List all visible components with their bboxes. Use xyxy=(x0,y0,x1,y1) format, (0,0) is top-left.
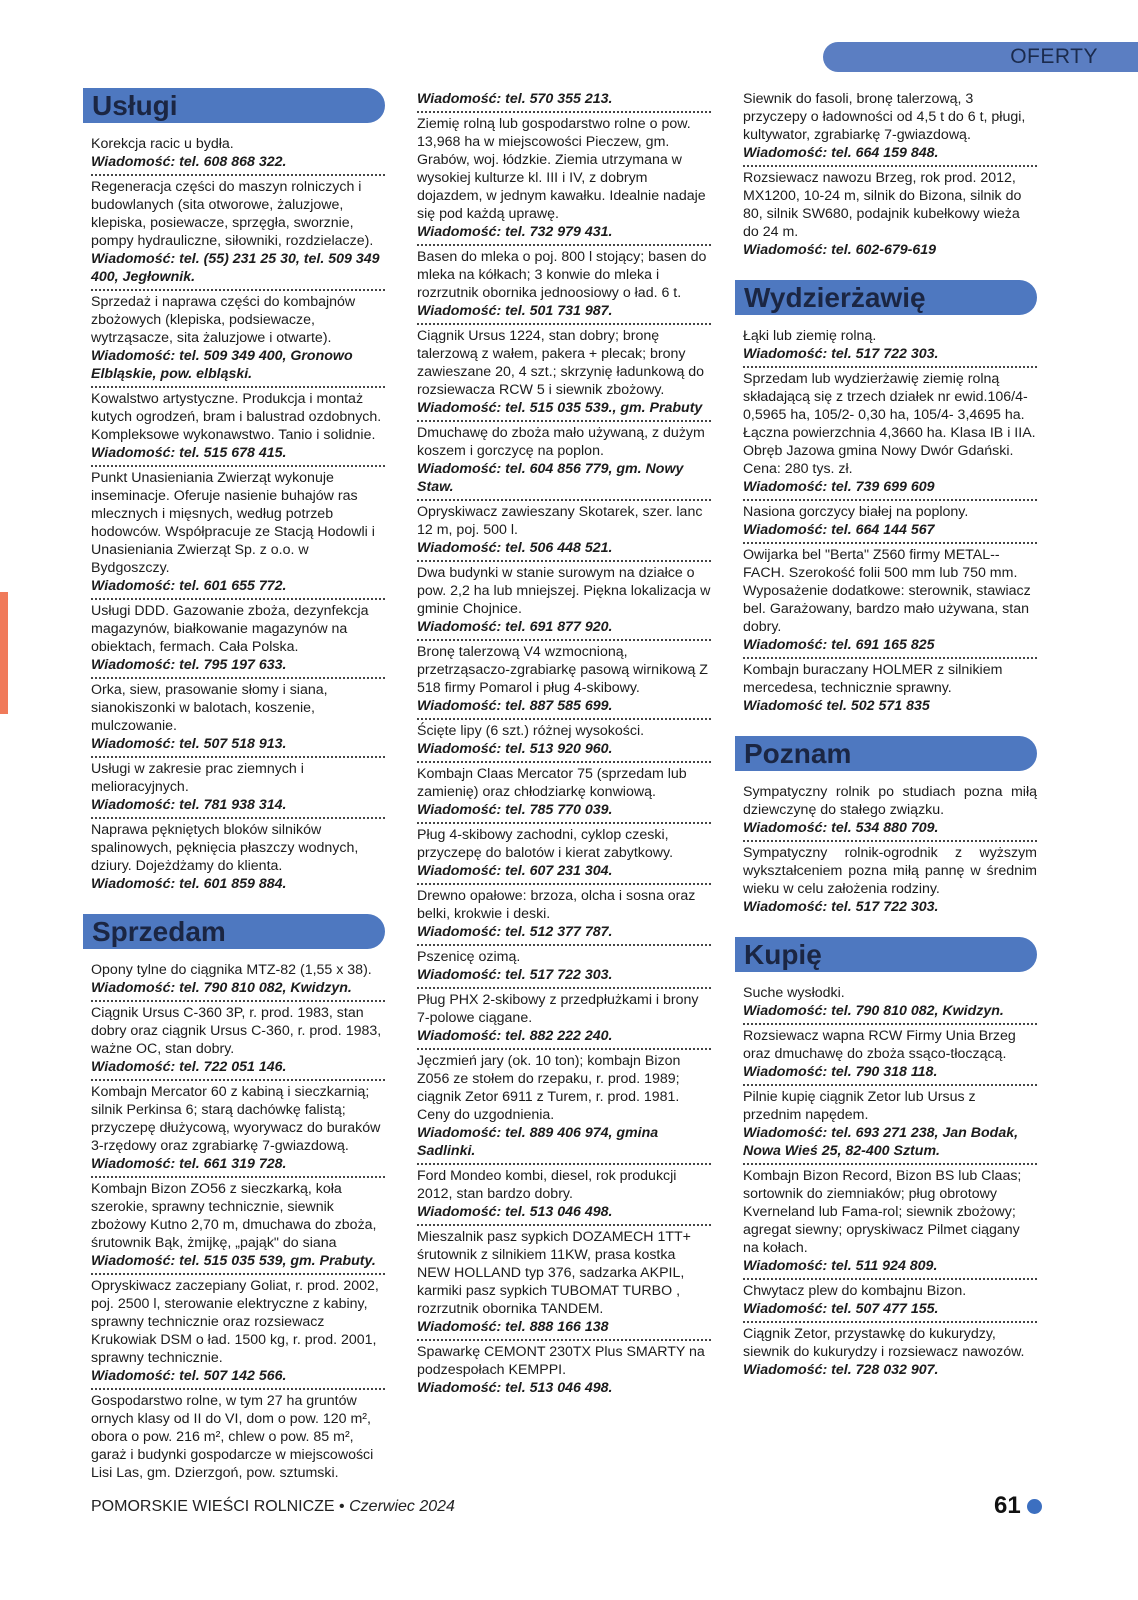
ad-item xyxy=(743,167,1037,262)
ad-text: Ścięte lipy (6 szt.) różnej wysokości. xyxy=(417,723,645,739)
sprzedam-continued-list-2 xyxy=(743,88,1037,262)
ad-contact: Wiadomość tel. 502 571 835 xyxy=(743,698,930,714)
ad-contact: Wiadomość: tel. 601 859 884. xyxy=(91,876,287,892)
ad-item xyxy=(743,1165,1037,1280)
ad-text: Chwytacz plew do kombajnu Bizon. xyxy=(743,1283,967,1299)
ad-contact: Wiadomość: tel. 608 868 322. xyxy=(91,154,287,170)
ad-item xyxy=(417,1165,711,1226)
poznam-list xyxy=(743,781,1037,919)
ad-contact: Wiadomość: tel. (55) 231 25 30, tel. 509 349 400, Jegłownik. xyxy=(91,251,380,285)
ad-text: Kombajn Claas Mercator 75 (sprzedam lub zamienię) oraz chłodziarkę konwiową. xyxy=(417,766,687,800)
ad-text: Sprzedam lub wydzierżawię ziemię rolną składającą się z trzech działek nr ewid.106/4-0,5965 ha, 105/2- 0,30 ha, 105/4- 3,4695 ha. Łączna powierzchnia 4,3660 ha. Klasa IB i IIA. Obręb Jazowa gmina Nowy Dwór Gdański. Cena: 280 tys. zł. xyxy=(743,371,1036,477)
ad-text: Ford Mondeo kombi, diesel, rok produkcji 2012, stan bardzo dobry. xyxy=(417,1168,677,1202)
ad-text: Gospodarstwo rolne, w tym 27 ha gruntów ornych klasy od II do VI, dom o pow. 120 m², obora o pow. 216 m², chlew o pow. 85 m², garaż i budynki gospodarcze w miejscowości Lisi Las, gm. Dzierzgoń, pow. sztumski. xyxy=(91,1393,374,1481)
heading-poznam: Poznam xyxy=(735,736,1037,771)
ad-item xyxy=(417,885,711,946)
sprzedam-list xyxy=(91,959,385,1485)
ad-item xyxy=(417,246,711,325)
ad-contact: Wiadomość: tel. 513 046 498. xyxy=(417,1204,613,1220)
issue-date: Czerwiec 2024 xyxy=(349,1498,455,1515)
ad-item xyxy=(743,1323,1037,1382)
column-3 xyxy=(743,88,1037,1382)
heading-wydzierzawie: Wydzierżawię xyxy=(735,280,1037,315)
page-dot-marker xyxy=(1027,1499,1042,1514)
ad-item xyxy=(91,1178,385,1275)
ad-item xyxy=(91,133,385,176)
ad-item xyxy=(91,467,385,600)
ad-contact: Wiadomość: tel. 691 877 920. xyxy=(417,619,613,635)
ad-text: Opony tylne do ciągnika MTZ-82 (1,55 x 38). xyxy=(91,962,372,978)
ad-text: Usługi w zakresie prac ziemnych i melioracyjnych. xyxy=(91,761,304,795)
ad-contact: Wiadomość: tel. 517 722 303. xyxy=(743,899,939,915)
ad-item xyxy=(417,1226,711,1341)
ad-item xyxy=(91,1002,385,1081)
ad-contact: Wiadomość: tel. 534 880 709. xyxy=(743,820,939,836)
ad-item xyxy=(743,544,1037,659)
ad-text: Kombajn buraczany HOLMER z silnikiem mercedesa, technicznie sprawny. xyxy=(743,662,1003,696)
ad-item xyxy=(417,763,711,824)
sprzedam-continued-list xyxy=(417,88,711,1400)
heading-kupie: Kupię xyxy=(735,937,1037,972)
heading-sprzedam: Sprzedam xyxy=(83,914,385,949)
ad-item xyxy=(91,600,385,679)
ad-item xyxy=(743,325,1037,368)
ad-contact: Wiadomość: tel. 882 222 240. xyxy=(417,1028,613,1044)
ad-contact: Wiadomość: tel. 664 159 848. xyxy=(743,145,939,161)
page-number: 61 xyxy=(994,1492,1021,1519)
ad-text: Sympatyczny rolnik po studiach pozna miłą dziewczynę do stałego związku. xyxy=(743,784,1037,818)
ad-contact: Wiadomość: tel. 781 938 314. xyxy=(91,797,287,813)
ad-item xyxy=(91,291,385,388)
ad-item xyxy=(91,388,385,467)
ad-contact: Wiadomość: tel. 501 731 987. xyxy=(417,303,613,319)
ad-text: Naprawa pękniętych bloków silników spalinowych, pęknięcia płaszczy wodnych, dziury. Dojeżdżamy do klienta. xyxy=(91,822,359,874)
ad-contact: Wiadomość: tel. 517 722 303. xyxy=(417,967,613,983)
ad-text: Ciągnik Ursus C-360 3P, r. prod. 1983, stan dobry oraz ciągnik Ursus C-360, r. prod. 1983, ważne OC, stan dobry. xyxy=(91,1005,382,1057)
ad-text: Owijarka bel "Berta" Z560 firmy METAL--FACH. Szerokość folii 500 mm lub 750 mm. Wyposażenie dodatkowe: sterownik, stawiacz bel. Garażowany, bardzo mało używana, stan dobry. xyxy=(743,547,1031,635)
column-1 xyxy=(91,88,385,1485)
ad-contact: Wiadomość: tel. 602-679-619 xyxy=(743,242,937,258)
ad-contact: Wiadomość: tel. 722 051 146. xyxy=(91,1059,287,1075)
ad-item xyxy=(417,1050,711,1165)
ad-text: Pszenicę ozimą. xyxy=(417,949,521,965)
side-edge-marker xyxy=(0,592,8,714)
ad-contact: Wiadomość: tel. 795 197 633. xyxy=(91,657,287,673)
ad-text: Ciągnik Zetor, przystawkę do kukurydzy, siewnik do kukurydzy i rozsiewacz nawozów. xyxy=(743,1326,1025,1360)
ad-text: Spawarkę CEMONT 230TX Plus SMARTY na podzespołach KEMPPI. xyxy=(417,1344,705,1378)
ad-item xyxy=(743,982,1037,1025)
ad-contact: Wiadomość: tel. 691 165 825 xyxy=(743,637,935,653)
ad-item xyxy=(743,1280,1037,1323)
ad-contact: Wiadomość: tel. 512 377 787. xyxy=(417,924,613,940)
ad-text: Ciągnik Ursus 1224, stan dobry; bronę talerzową z wałem, pakera + plecak; brony zawieszane 20, 4 szt.; skrzynię ładunkową do rozsiewacza RCW 5 i siewnik zbożowy. xyxy=(417,328,705,398)
ad-contact: Wiadomość: tel. 517 722 303. xyxy=(743,346,939,362)
ad-contact: Wiadomość: tel. 511 924 809. xyxy=(743,1258,938,1274)
ad-item xyxy=(91,959,385,1002)
ad-item xyxy=(91,758,385,819)
ad-item xyxy=(743,781,1037,842)
ad-contact: Wiadomość: tel. 570 355 213. xyxy=(417,91,613,107)
ad-text: Punkt Unasieniania Zwierząt wykonuje inseminacje. Oferuje nasienie buhajów ras mlecznych i mięsnych, według potrzeb hodowców. Współpracuje ze Stacją Hodowli i Unasieniania Zwierząt Sp. z o.o. w Bydgoszczy. xyxy=(91,470,375,576)
ad-item xyxy=(743,1025,1037,1086)
ad-text: Rozsiewacz wapna RCW Firmy Unia Brzeg oraz dmuchawę do zboża ssąco-tłoczącą. xyxy=(743,1028,1016,1062)
ad-text: Siewnik do fasoli, bronę talerzową, 3 przyczepy o ładowności od 4,5 t do 6 t, pługi, kultywator, zgrabiarkę 7-gwiazdową. xyxy=(743,91,1026,143)
ad-text: Sympatyczny rolnik-ogrodnik z wyższym wykształceniem pozna miłą pannę w średnim wieku w celu założenia rodziny. xyxy=(743,845,1037,897)
ad-text: Kowalstwo artystyczne. Produkcja i montaż kutych ogrodzeń, bram i balustrad ozdobnych. Kompleksowe wykonawstwo. Tanio i solidnie. xyxy=(91,391,382,443)
ad-contact: Wiadomość: tel. 664 144 567 xyxy=(743,522,935,538)
ad-text: Opryskiwacz zawieszany Skotarek, szer. lanc 12 m, poj. 500 l. xyxy=(417,504,703,538)
ad-item xyxy=(417,562,711,641)
ad-contact: Wiadomość: tel. 889 406 974, gmina Sadlinki. xyxy=(417,1125,659,1159)
ad-contact: Wiadomość: tel. 728 032 907. xyxy=(743,1362,939,1378)
ad-text: Dmuchawę do zboża mało używaną, z dużym koszem i gorczycę na poplon. xyxy=(417,425,705,459)
heading-uslugi: Usługi xyxy=(83,88,385,123)
ad-text: Korekcja racic u bydła. xyxy=(91,136,234,152)
ad-text: Orka, siew, prasowanie słomy i siana, sianokiszonki w balotach, koszenie, mulczowanie. xyxy=(91,682,328,734)
ad-contact: Wiadomość: tel. 515 678 415. xyxy=(91,445,287,461)
ad-item xyxy=(91,1390,385,1485)
ad-item xyxy=(417,422,711,501)
ad-item xyxy=(417,824,711,885)
ad-contact: Wiadomość: tel. 509 349 400, Gronowo Elbląskie, pow. elbląski. xyxy=(91,348,353,382)
ad-contact: Wiadomość: tel. 661 319 728. xyxy=(91,1156,287,1172)
ad-contact: Wiadomość: tel. 785 770 039. xyxy=(417,802,613,818)
ad-text: Pług 4-skibowy zachodni, cyklop czeski, przyczepę do balotów i kierat zabytkowy. xyxy=(417,827,674,861)
ad-item xyxy=(91,679,385,758)
ad-contact: Wiadomość: tel. 513 046 498. xyxy=(417,1380,613,1396)
ad-item xyxy=(91,1275,385,1390)
ad-text: Kombajn Bizon ZO56 z sieczkarką, koła szerokie, sprawny technicznie, siewnik zbożowy Kutno 2,70 m, dmuchawa do zboża, śrutownik Bąk, żmijkę, „pająk" do siana xyxy=(91,1181,377,1251)
ad-text: Rozsiewacz nawozu Brzeg, rok prod. 2012, MX1200, 10-24 m, silnik do Bizona, silnik do 80, silnik SW680, podajnik kubełkowy wieża do 24 m. xyxy=(743,170,1022,240)
ad-text: Pług PHX 2-skibowy z przedpłużkami i brony 7-polowe ciągane. xyxy=(417,992,699,1026)
ad-item xyxy=(743,842,1037,919)
ad-item xyxy=(417,501,711,562)
ad-contact: Wiadomość: tel. 693 271 238, Jan Bodak, Nowa Wieś 25, 82-400 Sztum. xyxy=(743,1125,1019,1159)
wydzierzawie-list xyxy=(743,325,1037,718)
ad-text: Regeneracja części do maszyn rolniczych i budowlanych (sita otworowe, żaluzjowe, klepiska, posiewacze, sprzęgła, sworznie, pompy hydrauliczne, siłowniki, rozdzielacze). xyxy=(91,179,374,249)
ad-text: Kombajn Bizon Record, Bizon BS lub Claas; sortownik do ziemniaków; pług obrotowy Kverneland lub Fama-rol; siewnik zbożowy; agregat siewny; opryskiwacz Pilmet ciągany na kołach. xyxy=(743,1168,1022,1256)
ad-text: Łąki lub ziemię rolną. xyxy=(743,328,877,344)
ad-contact: Wiadomość: tel. 790 810 082, Kwidzyn. xyxy=(743,1003,1004,1019)
ad-contact: Wiadomość: tel. 732 979 431. xyxy=(417,224,613,240)
ad-contact: Wiadomość: tel. 887 585 699. xyxy=(417,698,613,714)
ad-item xyxy=(743,501,1037,544)
ad-contact: Wiadomość: tel. 739 699 609 xyxy=(743,479,935,495)
ad-text: Suche wysłodki. xyxy=(743,985,845,1001)
ad-contact: Wiadomość: tel. 506 448 521. xyxy=(417,540,613,556)
ad-text: Dwa budynki w stanie surowym na działce o pow. 2,2 ha lub mniejszej. Piękna lokalizacja w gminie Chojnice. xyxy=(417,565,711,617)
ad-text: Bronę talerzową V4 wzmocnioną, przetrząsaczo-zgrabiarkę pasową wirnikową Z 518 firmy Pomarol i pług 4-skibowy. xyxy=(417,644,708,696)
ad-contact: Wiadomość: tel. 790 318 118. xyxy=(743,1064,938,1080)
ad-text: Pilnie kupię ciągnik Zetor lub Ursus z przednim napędem. xyxy=(743,1089,976,1123)
ad-item xyxy=(417,946,711,989)
ad-item xyxy=(743,659,1037,718)
kupie-list xyxy=(743,982,1037,1382)
ad-item xyxy=(91,176,385,291)
ad-item xyxy=(417,720,711,763)
ad-text: Drewno opałowe: brzoza, olcha i sosna oraz belki, krokwie i deski. xyxy=(417,888,696,922)
section-tab: OFERTY xyxy=(823,42,1138,72)
ad-item xyxy=(91,819,385,896)
ad-contact: Wiadomość: tel. 513 920 960. xyxy=(417,741,613,757)
ad-item xyxy=(417,641,711,720)
ad-text: Basen do mleka o poj. 800 l stojący; basen do mleka na kółkach; 3 konwie do mleka i rozrzutnik obornika jednoosiowy o ład. 6 t. xyxy=(417,249,707,301)
ad-item xyxy=(417,989,711,1050)
ad-contact: Wiadomość: tel. 601 655 772. xyxy=(91,578,287,594)
footer-publication xyxy=(91,1498,455,1516)
ad-contact: Wiadomość: tel. 507 477 155. xyxy=(743,1301,939,1317)
ad-contact: Wiadomość: tel. 790 810 082, Kwidzyn. xyxy=(91,980,352,996)
ad-item xyxy=(743,1086,1037,1165)
footer-bullet: • xyxy=(339,1498,345,1515)
ad-text: Usługi DDD. Gazowanie zboża, dezynfekcja magazynów, białkowanie magazynów na obiektach, fermach. Cała Polska. xyxy=(91,603,369,655)
uslugi-list xyxy=(91,133,385,896)
ad-contact: Wiadomość: tel. 507 518 913. xyxy=(91,736,287,752)
ad-item xyxy=(417,113,711,246)
ad-contact: Wiadomość: tel. 515 035 539, gm. Prabuty. xyxy=(91,1253,376,1269)
ad-text: Sprzedaż i naprawa części do kombajnów zbożowych (klepiska, podsiewacze, wytrząsacze, sita żaluzjowe i otwarte). xyxy=(91,294,356,346)
ad-item xyxy=(743,368,1037,501)
ad-contact: Wiadomość: tel. 604 856 779, gm. Nowy Staw. xyxy=(417,461,684,495)
ad-text: Nasiona gorczycy białej na poplony. xyxy=(743,504,969,520)
ad-item xyxy=(417,88,711,113)
ad-item xyxy=(743,88,1037,167)
ad-contact: Wiadomość: tel. 607 231 304. xyxy=(417,863,613,879)
ad-contact: Wiadomość: tel. 888 166 138 xyxy=(417,1319,609,1335)
column-2 xyxy=(417,88,711,1400)
ad-item xyxy=(417,1341,711,1400)
ad-text: Opryskiwacz zaczepiany Goliat, r. prod. 2002, poj. 2500 l, sterowanie elektryczne z kabiny, sprawny technicznie oraz rozsiewacz Krukowiak DSM o ład. 1500 kg, r. prod. 2001, sprawny technicznie. xyxy=(91,1278,379,1366)
publication-name: POMORSKIE WIEŚCI ROLNICZE xyxy=(91,1498,335,1515)
ad-text: Ziemię rolną lub gospodarstwo rolne o pow. 13,968 ha w miejscowości Pieczew, gm. Grabów, woj. łódzkie. Ziemia utrzymana w wysokiej kulturze kl. III i IV, z dobrym dojazdem, w jednym kawałku. Idealnie nadaje się pod każdą uprawę. xyxy=(417,116,706,222)
ad-contact: Wiadomość: tel. 507 142 566. xyxy=(91,1368,287,1384)
ad-item xyxy=(91,1081,385,1178)
ad-item xyxy=(417,325,711,422)
ad-text: Jęczmień jary (ok. 10 ton); kombajn Bizon Z056 ze stołem do rzepaku, r. prod. 1989; ciągnik Zetor 6911 z Turem, r. prod. 1981. Ceny do uzgodnienia. xyxy=(417,1053,681,1123)
ad-text: Kombajn Mercator 60 z kabiną i sieczkarnią; silnik Perkinsa 6; starą dachówkę falistą; przyczepę dłużycową, wyorywacz do buraków 3-rzędowy oraz zgrabiarkę 7-gwiazdową. xyxy=(91,1084,381,1154)
ad-text: Mieszalnik pasz sypkich DOZAMECH 1TT+ śrutownik z silnikiem 11KW, prasa kostka NEW HOLLAND typ 376, sadzarka AKPIL, karmiki pasz sypkich TUBOMAT TURBO , rozrzutnik obornika TANDEM. xyxy=(417,1229,691,1317)
ad-contact: Wiadomość: tel. 515 035 539., gm. Prabuty xyxy=(417,400,703,416)
